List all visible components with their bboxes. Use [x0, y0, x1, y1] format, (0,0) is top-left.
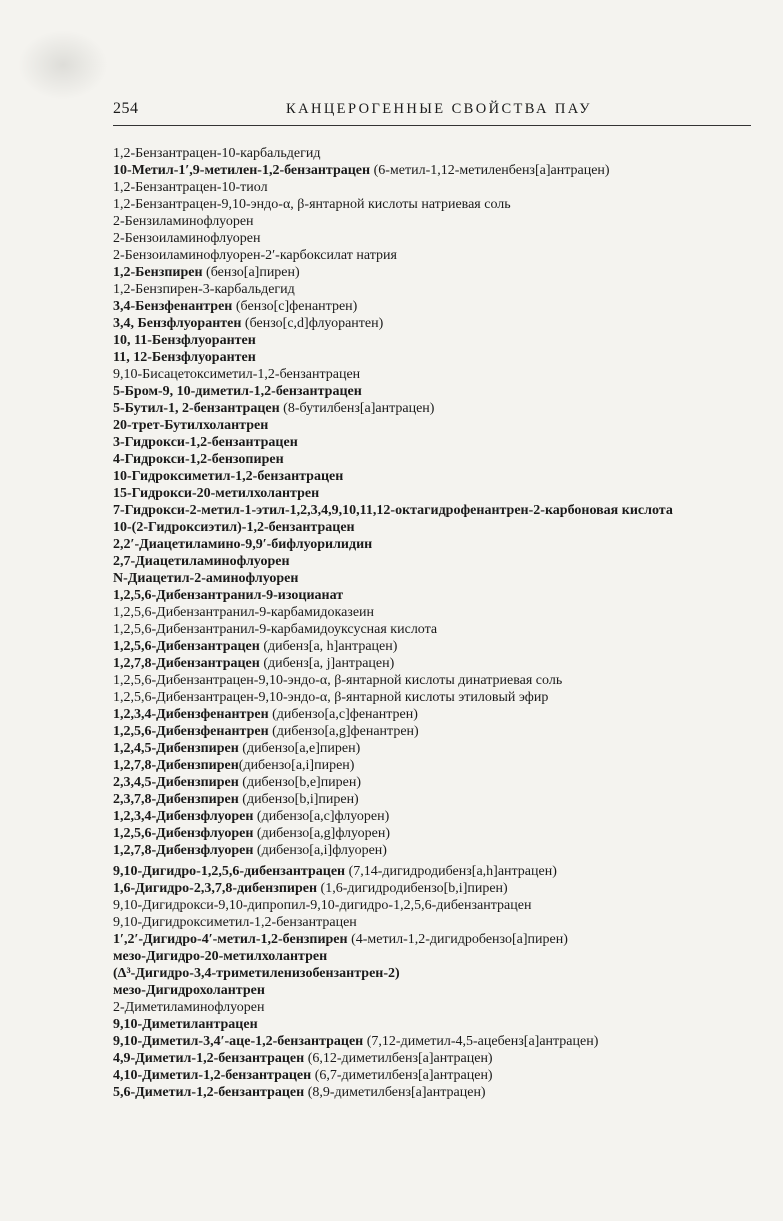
compound-entry [113, 179, 763, 196]
compound-name-bold: 5-Бром-9, 10-диметил-1,2-бензантрацен [113, 384, 362, 399]
compound-entry [113, 931, 763, 948]
compound-name-plain: (6,12-диметилбенз[a]антрацен) [304, 1051, 493, 1066]
compound-entry [113, 965, 763, 982]
compound-name-plain: (7,14-дигидродибенз[a,h]антрацен) [345, 864, 557, 879]
compound-name-plain: 1,2-Бензпирен-3-карбальдегид [113, 282, 295, 297]
compound-list [113, 145, 763, 1101]
compound-name-plain: 1,2-Бензантрацен-10-тиол [113, 180, 268, 195]
compound-entry [113, 825, 763, 842]
compound-name-plain: (6-метил-1,12-метиленбенз[a]антрацен) [370, 163, 610, 178]
compound-entry [113, 298, 763, 315]
compound-name-bold: 4,10-Диметил-1,2-бензантрацен [113, 1068, 312, 1083]
compound-name-bold: 9,10-Диметил-3,4′-аце-1,2-бензантрацен [113, 1034, 364, 1049]
compound-entry [113, 897, 763, 914]
compound-name-plain: (дибензо[a,g]флуорен) [253, 826, 391, 841]
compound-entry [113, 638, 763, 655]
compound-name-bold: 7-Гидрокси-2-метил-1-этил-1,2,3,4,9,10,11,12-октагидрофенантрен-2-карбоновая кислота [113, 503, 673, 518]
compound-name-bold: 10-Гидроксиметил-1,2-бензантрацен [113, 469, 344, 484]
compound-name-bold: (Δ³-Дигидро-3,4-триметиленизобензантрен-2) [113, 966, 400, 981]
compound-entry [113, 502, 733, 519]
compound-entry [113, 468, 763, 485]
compound-name-plain: (дибензо[a,e]пирен) [238, 741, 361, 756]
compound-name-bold: 5,6-Диметил-1,2-бензантрацен [113, 1085, 305, 1100]
compound-entry [113, 332, 763, 349]
compound-name-plain: (бензо[a]пирен) [202, 265, 300, 280]
compound-name-bold: 3-Гидрокси-1,2-бензантрацен [113, 435, 298, 450]
compound-name-plain: (дибензо[a,i]флуорен) [253, 843, 387, 858]
page-number: 254 [113, 100, 139, 117]
compound-entry [113, 587, 763, 604]
compound-entry [113, 1084, 763, 1101]
compound-name-plain: 1,2,5,6-Дибензантрацен-9,10-эндо-α, β-янтарной кислоты этиловый эфир [113, 690, 549, 705]
compound-name-bold: 1,2,3,4-Дибензфенантрен [113, 707, 269, 722]
compound-entry [113, 145, 763, 162]
compound-name-bold: 1,2,3,4-Дибензфлуорен [113, 809, 254, 824]
compound-entry [113, 808, 763, 825]
compound-name-plain: (4-метил-1,2-дигидробензо[a]пирен) [347, 932, 568, 947]
compound-entry [113, 999, 763, 1016]
compound-name-bold: 3,4-Бензфенантрен [113, 299, 233, 314]
compound-name-bold: 1,2,4,5-Дибензпирен [113, 741, 239, 756]
compound-name-plain: (дибензо[a,i]пирен) [238, 758, 355, 773]
compound-name-bold: 3,4, Бензфлуорантен [113, 316, 242, 331]
compound-entry [113, 672, 763, 689]
compound-entry [113, 880, 763, 897]
compound-name-bold: 5-Бутил-1, 2-бензантрацен [113, 401, 280, 416]
compound-name-bold: 1′,2′-Дигидро-4′-метил-1,2-бензпирен [113, 932, 348, 947]
compound-name-plain: (8-бутилбенз[a]антрацен) [279, 401, 435, 416]
compound-name-bold: 1,2,7,8-Дибензпирен [113, 758, 239, 773]
compound-name-bold: 9,10-Диметилантрацен [113, 1017, 258, 1032]
compound-entry [113, 1033, 763, 1050]
compound-entry [113, 213, 763, 230]
compound-name-bold: 10-Метил-1′,9-метилен-1,2-бензантрацен [113, 163, 371, 178]
compound-name-plain: 2-Бензиламинофлуорен [113, 214, 254, 229]
compound-name-plain: 1,2-Бензантрацен-9,10-эндо-α, β-янтарной кислоты натриевая соль [113, 197, 511, 212]
compound-entry [113, 604, 763, 621]
compound-entry [113, 706, 763, 723]
compound-entry [113, 536, 763, 553]
compound-name-bold: 1,2,7,8-Дибензантрацен [113, 656, 260, 671]
compound-entry [113, 366, 763, 383]
compound-entry [113, 264, 763, 281]
compound-name-bold: 4,9-Диметил-1,2-бензантрацен [113, 1051, 305, 1066]
compound-entry [113, 791, 763, 808]
compound-entry [113, 570, 763, 587]
compound-name-bold: 1,2,5,6-Дибензантранил-9-изоцианат [113, 588, 344, 603]
compound-name-plain: 1,2,5,6-Дибензантрацен-9,10-эндо-α, β-янтарной кислоты динатриевая соль [113, 673, 563, 688]
compound-entry [113, 434, 763, 451]
compound-name-plain: 9,10-Бисацетоксиметил-1,2-бензантрацен [113, 367, 361, 382]
compound-name-plain: (7,12-диметил-4,5-ацебенз[a]антрацен) [363, 1034, 599, 1049]
compound-entry [113, 247, 763, 264]
compound-entry [113, 621, 763, 638]
compound-name-bold: 2,2′-Диацетиламино-9,9′-бифлуорилидин [113, 537, 373, 552]
compound-entry [113, 948, 763, 965]
compound-name-plain: (дибензо[a,c]фенантрен) [268, 707, 418, 722]
compound-name-plain: 9,10-Дигидроксиметил-1,2-бензантрацен [113, 915, 357, 930]
compound-entry [113, 1016, 763, 1033]
compound-name-bold: 10, 11-Бензфлуорантен [113, 333, 256, 348]
compound-entry [113, 315, 763, 332]
compound-name-plain: 2-Бензоиламинофлуорен [113, 231, 261, 246]
compound-name-plain: (бензо[c,d]флуорантен) [241, 316, 384, 331]
compound-name-plain: (бензо[c]фенантрен) [232, 299, 358, 314]
compound-name-bold: мезо-Дигидрохолантрен [113, 983, 265, 998]
compound-entry [113, 417, 763, 434]
compound-name-plain: 2-Бензоиламинофлуорен-2′-карбоксилат натрия [113, 248, 397, 263]
compound-entry [113, 757, 763, 774]
compound-name-plain: (6,7-диметилбенз[a]антрацен) [311, 1068, 493, 1083]
compound-name-bold: 4-Гидрокси-1,2-бензопирен [113, 452, 284, 467]
compound-name-bold: 1,2,5,6-Дибензфлуорен [113, 826, 254, 841]
compound-name-bold: N-Диацетил-2-аминофлуорен [113, 571, 299, 586]
compound-name-plain: (дибенз[a, j]антрацен) [259, 656, 395, 671]
compound-name-plain: (дибензо[a,c]флуорен) [253, 809, 390, 824]
compound-name-bold: 11, 12-Бензфлуорантен [113, 350, 256, 365]
compound-entry [113, 553, 763, 570]
compound-name-bold: 2,3,4,5-Дибензпирен [113, 775, 239, 790]
compound-name-bold: 15-Гидрокси-20-метилхолантрен [113, 486, 320, 501]
header-rule [113, 125, 751, 126]
compound-entry [113, 842, 763, 859]
compound-entry [113, 774, 763, 791]
compound-name-bold: 10-(2-Гидроксиэтил)-1,2-бензантрацен [113, 520, 355, 535]
compound-name-plain: (дибенз[a, h]антрацен) [259, 639, 398, 654]
compound-name-plain: 1,2,5,6-Дибензантранил-9-карбамидоказеин [113, 605, 375, 620]
page-header [113, 100, 751, 120]
compound-entry [113, 1067, 763, 1084]
compound-name-bold: 1,6-Дигидро-2,3,7,8-дибензпирен [113, 881, 318, 896]
compound-entry [113, 689, 763, 706]
compound-entry [113, 400, 763, 417]
compound-name-bold: 20-трет-Бутилхолантрен [113, 418, 269, 433]
compound-entry [113, 451, 763, 468]
compound-name-plain: 1,2-Бензантрацен-10-карбальдегид [113, 146, 321, 161]
compound-name-bold: мезо-Дигидро-20-метилхолантрен [113, 949, 328, 964]
compound-entry [113, 655, 763, 672]
compound-entry [113, 1050, 763, 1067]
compound-entry [113, 740, 763, 757]
compound-name-plain: (дибензо[a,g]фенантрен) [268, 724, 419, 739]
compound-entry [113, 383, 763, 400]
compound-name-plain: (8,9-диметилбенз[a]антрацен) [304, 1085, 486, 1100]
compound-entry [113, 230, 763, 247]
compound-entry [113, 281, 763, 298]
compound-name-bold: 2,7-Диацетиламинофлуорен [113, 554, 290, 569]
compound-name-plain: 9,10-Дигидрокси-9,10-дипропил-9,10-дигидро-1,2,5,6-дибензантрацен [113, 898, 532, 913]
compound-entry [113, 349, 763, 366]
compound-name-bold: 9,10-Дигидро-1,2,5,6-дибензантрацен [113, 864, 346, 879]
compound-name-bold: 1,2,5,6-Дибензфенантрен [113, 724, 269, 739]
compound-entry [113, 485, 763, 502]
compound-name-bold: 1,2-Бензпирен [113, 265, 203, 280]
compound-entry [113, 863, 763, 880]
page-smudge [18, 30, 108, 100]
compound-name-plain: 2-Диметиламинофлуорен [113, 1000, 265, 1015]
compound-entry [113, 196, 763, 213]
compound-name-bold: 1,2,5,6-Дибензантрацен [113, 639, 260, 654]
compound-entry [113, 982, 763, 999]
compound-entry [113, 519, 763, 536]
compound-name-plain: (дибензо[b,e]пирен) [238, 775, 362, 790]
compound-name-plain: (1,6-дигидродибензо[b,i]пирен) [317, 881, 508, 896]
compound-name-plain: 1,2,5,6-Дибензантранил-9-карбамидоуксусная кислота [113, 622, 438, 637]
compound-entry [113, 723, 763, 740]
compound-name-plain: (дибензо[b,i]пирен) [238, 792, 359, 807]
compound-entry [113, 914, 763, 931]
compound-name-bold: 1,2,7,8-Дибензфлуорен [113, 843, 254, 858]
compound-name-bold: 2,3,7,8-Дибензпирен [113, 792, 239, 807]
compound-entry [113, 162, 763, 179]
running-title: КАНЦЕРОГЕННЫЕ СВОЙСТВА ПАУ [286, 101, 592, 117]
